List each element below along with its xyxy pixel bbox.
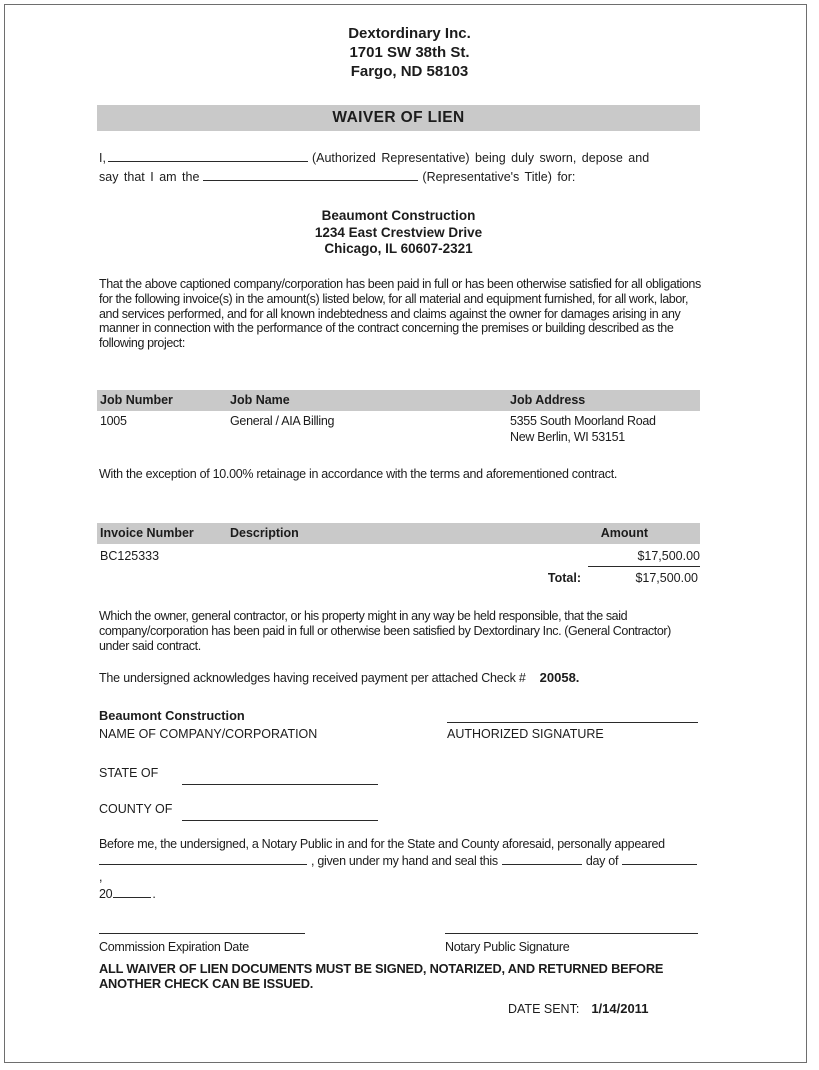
document-title: WAIVER OF LIEN bbox=[332, 109, 465, 126]
sworn-line-2 bbox=[99, 168, 699, 187]
sworn-statement bbox=[99, 149, 699, 186]
month-blank bbox=[622, 852, 697, 865]
total-label: Total: bbox=[547, 571, 581, 585]
notary-line3-period: . bbox=[152, 887, 156, 901]
invoice-table-row bbox=[97, 549, 700, 567]
sworn-line2-prefix: say that I am the bbox=[99, 169, 200, 184]
year-blank bbox=[113, 885, 151, 898]
contractor-block bbox=[97, 208, 700, 258]
job-table-row bbox=[97, 413, 700, 445]
job-address-line1: 5355 South Moorland Road bbox=[510, 414, 656, 428]
check-number: 20058. bbox=[539, 670, 580, 685]
notary-line2-text: , given under my hand and seal this bbox=[311, 854, 498, 868]
authorized-signature-label: AUTHORIZED SIGNATURE bbox=[447, 727, 604, 741]
obligations-paragraph: That the above captioned company/corporation has been paid in full or has been otherwise satisfied for all obligations for the following invoice(s) in the amount(s) listed below, for all material and equipment furnished, for all work, labor, and services performed, and for all known indebtedness and claims against the owner for damages arising in any manner in connection with the performance of the contract concerning the premises or building described as the following project: bbox=[99, 277, 701, 351]
check-text: The undersigned acknowledges having received payment per attached Check # bbox=[99, 671, 526, 685]
document-title-bar bbox=[97, 105, 700, 131]
representative-title-blank bbox=[203, 168, 418, 181]
job-name-header: Job Name bbox=[230, 393, 290, 407]
contractor-address-line1: 1234 East Crestview Drive bbox=[314, 224, 483, 240]
notary-line-1: Before me, the undersigned, a Notary Public in and for the State and County aforesaid, personally appeared bbox=[99, 837, 665, 851]
notary-line2-comma: , bbox=[99, 870, 103, 884]
sworn-prefix: I, bbox=[99, 151, 106, 165]
amount-header: Amount bbox=[600, 526, 648, 540]
invoice-number-cell: BC125333 bbox=[100, 549, 160, 563]
notary-paragraph bbox=[99, 836, 699, 902]
letterhead-company-name: Dextordinary Inc. bbox=[348, 25, 471, 42]
invoice-number-header: Invoice Number bbox=[100, 526, 194, 540]
job-name-cell: General / AIA Billing bbox=[230, 414, 335, 428]
representative-name-blank bbox=[108, 149, 308, 162]
contractor-address-line2: Chicago, IL 60607-2321 bbox=[324, 241, 473, 256]
sworn-line1-text: (Authorized Representative) being duly sworn, depose and bbox=[311, 151, 650, 165]
notary-line-2 bbox=[99, 852, 699, 885]
authorized-signature-line bbox=[447, 722, 698, 723]
job-address-header: Job Address bbox=[510, 393, 586, 407]
description-header: Description bbox=[230, 526, 299, 540]
signature-company-name: Beaumont Construction bbox=[99, 708, 245, 723]
letterhead-address-line1: 1701 SW 38th St. bbox=[349, 44, 470, 61]
notary-signature-line bbox=[445, 933, 698, 934]
amount-cell: $17,500.00 bbox=[588, 549, 700, 567]
contractor-name: Beaumont Construction bbox=[321, 208, 476, 223]
invoice-table-header bbox=[97, 523, 700, 544]
sworn-line-1 bbox=[99, 149, 699, 168]
county-of-blank-line bbox=[182, 820, 378, 821]
job-number-header: Job Number bbox=[100, 393, 173, 407]
notary-line-3 bbox=[99, 885, 699, 902]
check-acknowledgement bbox=[99, 670, 702, 685]
warning-statement: ALL WAIVER OF LIEN DOCUMENTS MUST BE SIGNED, NOTARIZED, AND RETURNED BEFORE ANOTHER CHECK CAN BE ISSUED. bbox=[99, 961, 664, 991]
retainage-note: With the exception of 10.00% retainage in accordance with the terms and aforementioned contract. bbox=[99, 467, 618, 481]
total-amount: $17,500.00 bbox=[635, 571, 698, 585]
sworn-line2-text: (Representative's Title) for: bbox=[422, 169, 576, 184]
state-of-blank-line bbox=[182, 784, 378, 785]
date-sent-label: DATE SENT: bbox=[508, 1002, 580, 1016]
day-blank bbox=[502, 852, 582, 865]
letterhead bbox=[0, 24, 819, 81]
notary-signature-label: Notary Public Signature bbox=[445, 940, 570, 954]
responsibility-paragraph: Which the owner, general contractor, or his property might in any way be held responsible, that the said company/corporation has been paid in full or otherwise been satisfied by Dextordinary Inc. (General Contractor) under said contract. bbox=[99, 609, 671, 653]
commission-expiration-label: Commission Expiration Date bbox=[99, 940, 249, 954]
day-of-text: day of bbox=[585, 854, 619, 868]
state-of-label: STATE OF bbox=[99, 766, 159, 780]
commission-expiration-line bbox=[99, 933, 305, 934]
letterhead-address-line2: Fargo, ND 58103 bbox=[350, 63, 469, 80]
company-name-label: NAME OF COMPANY/CORPORATION bbox=[99, 727, 318, 741]
year-prefix: 20 bbox=[99, 887, 113, 901]
job-address-cell bbox=[510, 413, 700, 445]
appeared-name-blank bbox=[99, 852, 307, 865]
job-table-header bbox=[97, 390, 700, 411]
invoice-total-row bbox=[97, 571, 700, 587]
date-sent-value: 1/14/2011 bbox=[591, 1001, 649, 1016]
date-sent bbox=[508, 1001, 648, 1016]
job-address-line2: New Berlin, WI 53151 bbox=[510, 430, 625, 444]
job-number-cell: 1005 bbox=[100, 414, 127, 428]
county-of-label: COUNTY OF bbox=[99, 802, 173, 816]
